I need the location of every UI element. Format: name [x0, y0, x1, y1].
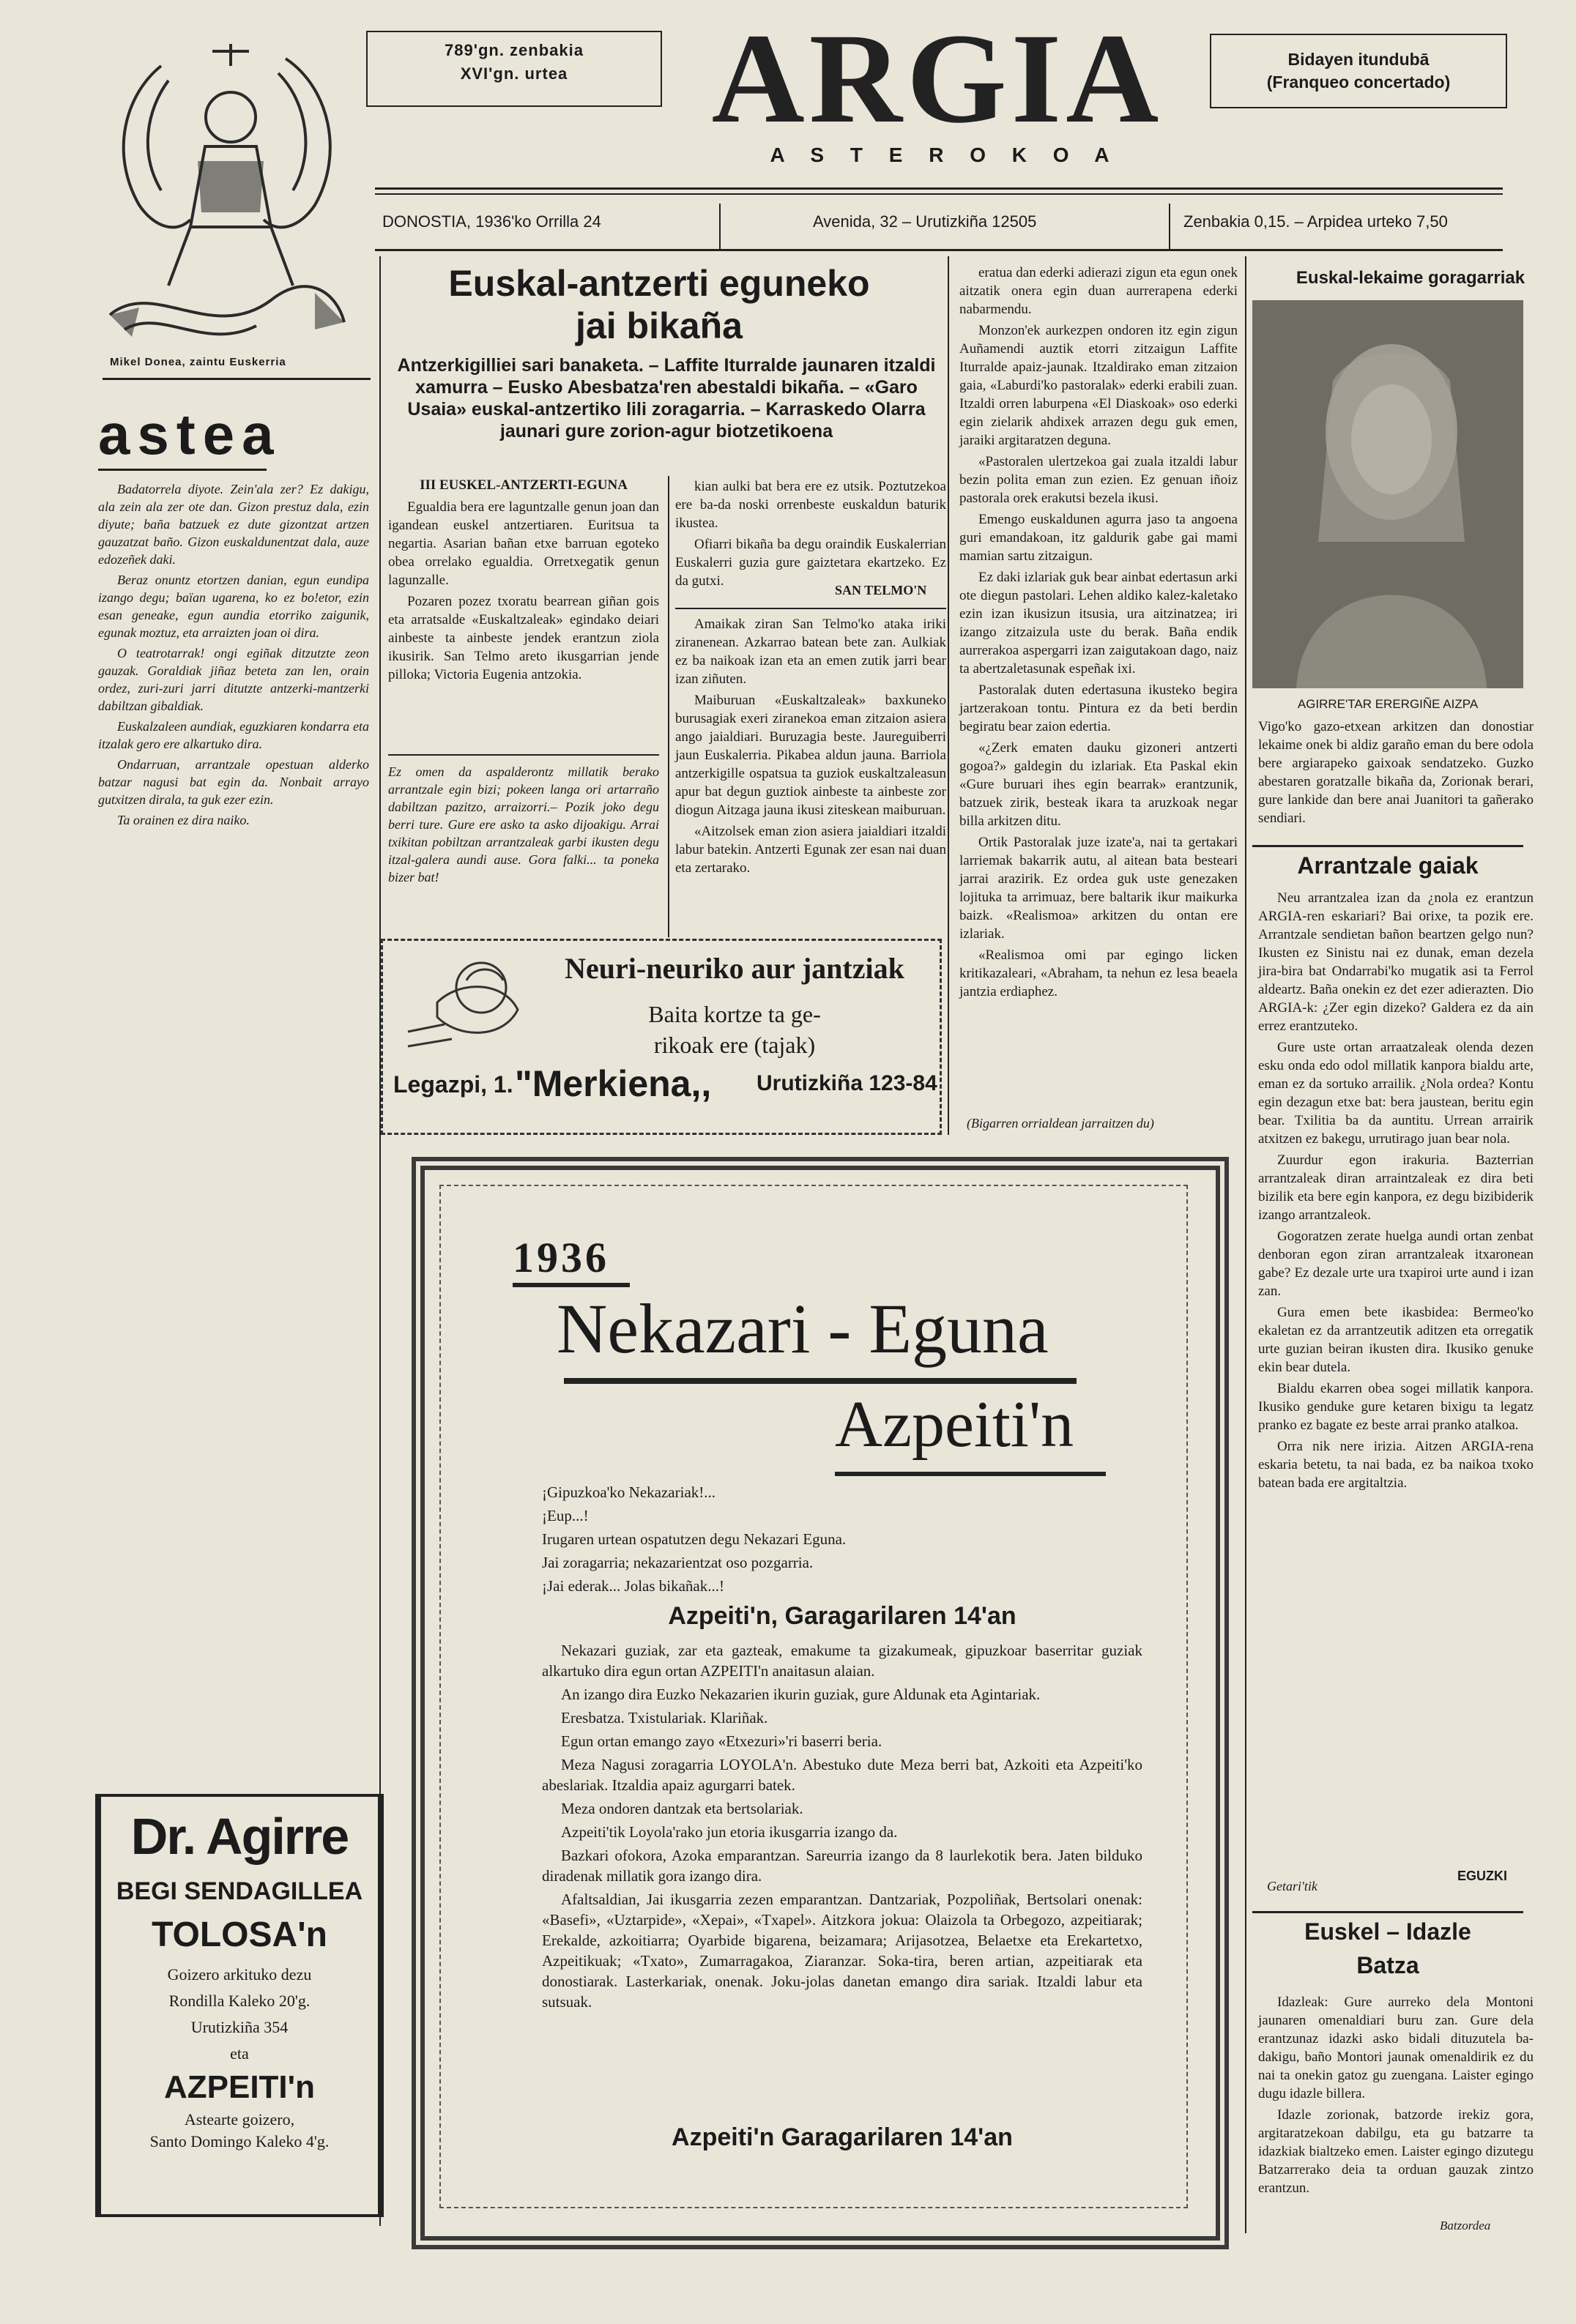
ad-clothes-phone: Urutizkiña 123-84 [757, 1071, 937, 1095]
nun-photo-text: Vigo'ko gazo-etxean arkitzen dan donostiar lekaime onek bi aldiz garaño eman du bere odola bere argiarapeko gaixoak sendatzeko. Guzko abestaren goratzalle bikaña da, Zorionak berari, gure lankide dan bere anai Juanitori ta gañerako sendiari. [1258, 719, 1534, 826]
nekazari-body-paragraph: Azpeiti'tik Loyola'rako jun etoria ikusgarria izango da. [561, 1823, 898, 1841]
idazle-paragraph: Idazleak: Gure aurreko dela Montoni jaunaren omenaldiari buru zan. Gure dela erantzunaz idazki asko bidali dituzutela ba-dakigu, baño Montori jaunak omenaldirik ez du nai ta onekin gatoz gu zuengana. Laister egingo dugu idazle billera. [1258, 1995, 1534, 2101]
center-headline-1: Euskal-antzerti eguneko [448, 263, 870, 304]
idazle-paragraph: Idazle zorionak, batzorde irekiz gora, argitaratzekoan dabilgu, eta gu batzarre ta idazkiak bialtzeko emen. Laister egingo dizutegu Batzarrerako deia ta orduan gauzak zintzo erantzun. [1258, 2107, 1534, 2196]
center-col2 [675, 477, 946, 589]
masthead-rule-top [375, 187, 1503, 190]
doctor-hours: Goizero arkituko dezu [167, 1965, 312, 1984]
nun-photo [1252, 300, 1523, 688]
saint-michael-logo [95, 37, 359, 351]
nekazari-date-heading: Azpeiti'n, Garagarilaren 14'an [668, 1602, 1016, 1630]
nekazari-intro-line: ¡Eup...! [542, 1507, 589, 1524]
astea-paragraph: Ta orainen ez dira naiko. [117, 813, 250, 827]
right-col-rule [1245, 256, 1246, 2233]
center-col1-paragraph: Egualdia bera ere laguntzalle genun joan dan igandean euskel antzertiaren. Euritsua ta negartia. Asarian bañan etxe barruan egoteko obea orrelako egualdia. Orretxegatik genun lagunzalle. [388, 499, 659, 588]
arrantzale-top-rule [1252, 845, 1523, 847]
nekazari-title: Nekazari - Eguna [557, 1289, 1049, 1368]
doctor-profession: BEGI SENDAGILLEA [116, 1877, 363, 1905]
left-col-rule [379, 256, 381, 2226]
nekazari-place-rule [835, 1472, 1106, 1476]
address-line: Avenida, 32 – Urutizkiña 12505 [813, 212, 1037, 231]
col3-paragraph: «Realismoa omi par egingo licken kritikazaleari, «Abraham, ta nehun ez lesa beaela jantzia erdiaphez. [959, 947, 1238, 999]
col3-paragraph: Emengo euskaldunen agurra jaso ta angoena guri emandakoan, itz galdurik gabe gai mami mamian sartu zitzaigun. [959, 512, 1238, 564]
col3-paragraph: Pastoralak duten edertasuna ikusteko begira jartzerakoan tontu. Pintura ez da beti berdin begiratu bear zaion edertia. [959, 682, 1238, 734]
center-col-sep [668, 476, 669, 937]
issue-number: 789'gn. zenbakia [445, 41, 584, 59]
ad-clothes-address: Legazpi, 1. [393, 1071, 513, 1098]
center-col2-paragraph: kian aulki bat bera ere ez utsik. Poztutzekoa ere ba-da noski orrenbeste euskaldun baturik ikustea. [675, 479, 946, 531]
arrantzale-paragraph: Gogoratzen zerate huelga aundi ortan zenbat denboran egon ziran arrantzaleak itxaronean gabe? Ez dezale urte ura txapiroi urte aund i izan zan. [1258, 1229, 1534, 1299]
nekazari-intro [542, 1482, 1142, 1599]
nekazari-body-paragraph: An izango dira Euzko Nekazarien ikurin guziak, gure Aldunak eta Agintariak. [561, 1686, 1041, 1703]
arrantzale-sign-name: EGUZKI [1457, 1869, 1508, 1883]
doctor-and: eta [230, 2044, 249, 2063]
ad-clothes-shopname: "Merkiena,, [515, 1063, 712, 1104]
arrantzale-paragraph: Neu arrantzalea izan da ¿nola ez erantzun ARGIA-ren eskariari? Bai orixe, ta pozik ere. Arrantzale sendietan bañon beartzen gelgo nun? Ikusten ez Sinistu nai ez dunak, eman dezela jira-bira bat Ondarrabi'ko mugatik asi ta Ferrol aldeartz. Baña onekin ez det ezer adierazten. Dio ARGIA-k: ¿Zer egin dizeko? Galdera ez da ain errez erantzuteko. [1258, 890, 1534, 1034]
newspaper-title: ARGIA [711, 7, 1164, 150]
nekazari-body-paragraph: Eresbatza. Txistulariak. Klariñak. [561, 1709, 768, 1727]
children-clothes-ad [381, 939, 942, 1135]
center-subhead: Antzerkigilliei sari banaketa. – Laffite Iturralde jaunaren itzaldi xamurra – Eusko Abesbatza'ren abestaldi bikaña. – «Garo Usaia» euskal-antzertiko lili zoragarria. – Karraskedo Olarra jaunari gure zorion-agur biotzetikoena [397, 355, 936, 442]
center-col1-paragraph: Pozaren pozez txoratu bearrean giñan gois eta arratsalde «Euskaltzaleak» egindako deiari ainbeste ta ainbeste jendek erantzun ziola ikusirik. San Telmo areto ikusgarrian jende pilloka; Victoria Eugenia antzokia. [388, 594, 659, 682]
nekazari-body [542, 1640, 1142, 2145]
col3-paragraph: «¿Zerk ematen dauku gizoneri antzerti gogoa?» galdegin du izlariak. Eta Paskal ekin «Gure buruari ihes egin bearrak» erantzunik, batzuek zirik, besteak ikara ta aruzkoak negar billa arkitzen ditu. [959, 740, 1238, 829]
center-col1-rule [388, 754, 659, 756]
col3-paragraph: eratua dan ederki adierazi zigun eta egun onek aitzatik onera egin duan aurrerapena ederki nabarmendu. [959, 265, 1238, 317]
ad-clothes-line2: Baita kortze ta ge- [648, 1001, 821, 1027]
postage-line-2: (Franqueo concertado) [1266, 72, 1451, 92]
doctor-address-tolosa: Rondilla Kaleko 20'g. [168, 1992, 311, 2010]
dateline-rule-bottom [375, 249, 1503, 251]
astea-paragraph: O teatrotarrak! ongi egiñak ditzutzte zeon gauzak. Goraldiak jiñaz beteta zan len, orain ordez, zuri-zuri jarri ditutzte antzerki-mantzerki dabiltzan gibaldiak. [98, 646, 369, 713]
astea-paragraph: Beraz onuntz etortzen danian, egun eundipa izango degu; baïan ugarena, ko ez bo!etor, ezin esan geneake, egun aundia etorriko zaigunik, egunak moztuz, eta arraizten joan oi dira. [98, 573, 369, 640]
doctor-phone: Urutizkiña 354 [190, 2018, 289, 2036]
center-headline-2: jai bikaña [576, 305, 743, 346]
center-col2-rule [675, 608, 946, 609]
logo-caption: Mikel Donea, zaintu Euskerria [110, 356, 286, 368]
dateline: DONOSTIA, 1936'ko Orrilla 24 [382, 212, 601, 231]
col3-paragraph: Ez daki izlariak guk bear ainbat edertasun arki ote diegun pastolari. Lehen aldiko kalez-kaletako ezin izan ikusizun itsusia, ura aitzinatzea; iri izango zitzaizula uste du berak. Baña endik aurrerakoa aspergarri izan zaigutakoan dago, naiz ta abertzaletasunak espeñak ixi. [959, 570, 1238, 677]
logo-rule [103, 378, 371, 380]
arrantzale-paragraph: Bialdu ekarren obea sogei millatik kanpora. Ikusiko genduke gure ketaren bixigu ta legatz pranko ez bagate ez beste arrai pranko atalkoa. [1258, 1381, 1534, 1433]
center-col2b-paragraph: «Aitzolsek eman zion asiera jaialdiari itzaldi labur batekin. Antzerti Egunak zer esan nai duan eta zertarako. [675, 824, 946, 876]
center-italic-note: Ez omen da aspalderontz millatik berako arrantzale egin bizi; pokeen langa ori artarraño dabiltzan pazitzo, arraizorri.– Pozik joko degu berri ture. Gure ere asko ta asko dijoakigu. Arrai txikitan pobiltzan arrantzaleak garbi ikusten degu itzal-galera aundi ause. Gora falki... ta poneka bizer bat! [388, 764, 659, 884]
astea-paragraph: Badatorrela diyote. Zein'ala zer? Ez dakigu, ala zein ala zer ote dan. Gizon prestuz dala, ezin diyute; baña batzuek ez dute gizontzat artzen gauzatzat baño. Gizon euskaldunentzat dala, auze edozeñek daki. [98, 482, 369, 567]
dateline-sep-2 [1169, 204, 1170, 249]
child-drawing [393, 951, 540, 1061]
col3-body [959, 264, 1238, 1117]
astea-body [98, 480, 369, 1776]
nekazari-body-paragraph: Meza ondoren dantzak eta bertsolariak. [561, 1800, 803, 1817]
col3-paragraph: Ortik Pastoralak juze izate'a, nai ta gertakari larriemak bakarrik autu, al aitean bata besteari jarrai arazirik. Ez ordea guk uste genezaken lojituka ta arrimuaz, bere baltarik ikur maikurka baizk. «Realismoa» arkitzen du ontan ere izlariak. [959, 835, 1238, 942]
astea-title [98, 401, 376, 467]
col3-paragraph: Monzon'ek aurkezpen ondoren itz egin zigun Auñamendi auztik etorri zitzaigun Laffite Iturralde apaiz-jaunak. Itzaldirako eman zitzaion gaia, «Laburdi'ko pastoralak» ederki erabili zuan. Itzaldi orren laburpena «El Diaskoak» oso ederki egin zielarik ahdixek arrazen degu guk emen, jaraiki argitaratzen deguna. [959, 323, 1238, 448]
center-col1 [388, 498, 659, 747]
doctor-day: Astearte goizero, [184, 2110, 295, 2129]
nekazari-intro-line: ¡Gipuzkoa'ko Nekazariak!... [542, 1483, 716, 1501]
astea-title-rule [98, 469, 267, 471]
volume-year: XVI'gn. urtea [460, 64, 568, 83]
nekazari-place: Azpeiti'n [835, 1388, 1074, 1461]
center-section-label: III EUSKEL-ANTZERTI-EGUNA [420, 477, 628, 493]
nun-photo-heading: Euskal-lekaime goragarriak [1296, 268, 1525, 288]
center-col2b [675, 615, 946, 937]
nekazari-body-paragraph: Bazkari ofokora, Azoka emparantzan. Sareurria izango da 8 laurlekotik bera. Jaten bilduko diradenak millatik gora izango dira. [542, 1847, 1142, 1885]
arrantzale-paragraph: Orra nik nere irizia. Aitzen ARGIA-rena eskaria betetu, ta nai bada, ez ba naikoa txoko batean bada ere argitaltzia. [1258, 1439, 1534, 1491]
arrantzale-paragraph: Gure uste ortan arraatzaleak olenda dezen esku onda edo odol millatik kanpora bialdu arte, eman ez da sortuko arrailik. ¿Nola ordea? Kontu egin dezagun etxe bat: bera jaustean, beritu egin bear. Txilitia ba da auntitu. Urrean arrairik atxitzen ez bakegu, urrutirago juan bear nola. [1258, 1040, 1534, 1147]
idazle-heading-2: Batza [1356, 1952, 1419, 1978]
arrantzale-paragraph: Zuurdur egon irakuria. Bazterrian arrantzaleak diran arraintzaleak ez dira beti bizilik eta bere egin kanpora, ez degu bizibiderik izango arrantzaleok. [1258, 1152, 1534, 1223]
center-col2b-paragraph: Maiburuan «Euskaltzaleak» baxkuneko burusagiak exeri ziranekoa eman zitzaion asiera ango jaialdiari. Buruzagia beste. Jaureguiberri jaun Euskalerria. Pikabea aldun jauna. Barriola antzerkigille ospatsua ta guziok euskaltzaleasun apur bat degun guztiok ainbeste ta ainbeste zor diogun Aitzaga jauna ikusi ziteskean maiburuan. [675, 693, 946, 818]
price-line: Zenbakia 0,15. – Arpidea urteko 7,50 [1183, 212, 1448, 231]
postage-box [1210, 34, 1507, 108]
astea-paragraph: Euskalzaleen aundiak, eguzkiaren kondarra eta itzalak gero ere alkartuko dira. [98, 719, 369, 751]
issue-number-box [366, 31, 662, 107]
arrantzale-paragraph: Gura emen bete ikasbidea: Bermeo'ko ekaletan ez da arrantzeutik aditzen eta orregatik urte guzian beiran ikusten dira. Ikusiko genuke ekin bear dutela. [1258, 1305, 1534, 1375]
astea-paragraph: Ondarruan, arrantzale opestuan alderko batzar nagusi bat egin da. Nonbait arrayo gutxitzen dirala, ta guk ezer ezin. [98, 757, 369, 807]
nekazari-body-paragraph: Nekazari guziak, zar eta gazteak, emakume ta gizakumeak, gipuzkoar baserritar guziak alkartuko dira egun ortan AZPEITI'n anaitasun alaian. [542, 1642, 1142, 1680]
child-illustration [393, 951, 540, 1061]
col3-left-rule [948, 256, 949, 1135]
nekazari-title-rule [564, 1378, 1077, 1384]
nekazari-intro-line: Jai zoragarria; nekazarientzat oso pozgarria. [542, 1554, 814, 1571]
nekazari-year: 1936 [513, 1234, 609, 1281]
doctor-address-azpeitia: Santo Domingo Kaleko 4'g. [149, 2132, 330, 2150]
nekazari-body-paragraph: Meza Nagusi zoragarria LOYOLA'n. Abestuko dute Meza berri bat, Azkoiti eta Azpeiti'ko abeslariak. Itzaldia apaiz agurgarri batek. [542, 1756, 1142, 1794]
idazle-top-rule [1252, 1911, 1523, 1913]
ad-clothes-line3: rikoak ere (tajak) [653, 1032, 816, 1058]
saint-michael-illustration [95, 37, 359, 351]
nun-photo-caption: AGIRRE'TAR ERERGIÑE AIZPA [1297, 697, 1479, 711]
idazle-heading-1: Euskel – Idazle [1304, 1918, 1471, 1945]
col3-continued-note: (Bigarren orrialdean jarraitzen du) [967, 1116, 1154, 1131]
ad-clothes-title: Neuri-neuriko aur jantziak [565, 952, 904, 985]
arrantzale-heading: Arrantzale gaiak [1297, 852, 1479, 879]
arrantzale-sign-place: Getari'tik [1267, 1879, 1317, 1893]
doctor-agirre-ad [95, 1794, 384, 2217]
nekazari-year-rule [513, 1283, 630, 1287]
astea-heading: astea [98, 402, 281, 466]
doctor-name: Dr. Agirre [130, 1808, 349, 1865]
center-col2-paragraph: Ofiarri bikaña ba degu oraindik Euskalerrian Euskalerri guzia gure gaiztetara ekartzeko. Ez da gutxi. [675, 537, 946, 589]
nun-portrait [1252, 300, 1523, 688]
center-col2b-paragraph: Amaikak ziran San Telmo'ko ataka iriki ziranenean. Azkarrao batean bete zan. Aulkiak ez ba naikoak izan eta an emen zutik jarri bear izan ziñuten. [675, 617, 946, 687]
nekazari-body-paragraph: Afaltsaldian, Jai ikusgarria zezen emparantzan. Dantzariak, Pozpoliñak, Bertsolari onenak: «Basefi», «Uztarpide», «Xepai», «Txapel». Aitzkora jokua: Olaizola ta Orbegozo, azpeitiarak; Erekalde, azkoitiarra; Oyarbide bigarena, beizamara; Arijasotzea, Belaetxe eta Erekartetxo, Azpeitikuak; «Txato», Zumarragakoa, Ziaranzar. Soka-tira, beren artian, azpeitiarak eta donostiarak. Lasterkariak, onenak. Joku-jolas danetan emango dira sariak. Itzaldi labur eta sutsuak. [542, 1891, 1142, 2011]
dateline-sep-1 [719, 204, 721, 249]
arrantzale-body [1258, 889, 1534, 1848]
doctor-city-tolosa: TOLOSA'n [152, 1915, 327, 1954]
col3-paragraph: «Pastoralen ulertzekoa gai zuala itzaldi labur bezin polita eman zun ezien. Ez genuan iñoiz pastorala orek erakutsi bezela ikusi. [959, 454, 1238, 506]
nekazari-body-paragraph: Egun ortan emango zayo «Etxezuri»'ri baserri beria. [561, 1732, 882, 1750]
doctor-city-azpeitia: AZPEITI'n [163, 2069, 315, 2105]
nekazari-intro-line: ¡Jai ederak... Jolas bikañak...! [542, 1577, 724, 1595]
masthead-rule-top-2 [375, 193, 1503, 195]
postage-line-1: Bidayen itundubā [1287, 50, 1430, 69]
nekazari-intro-line: Irugaren urtean ospatutzen degu Nekazari Eguna. [542, 1530, 847, 1548]
center-col2-signature: SAN TELMO'N [835, 583, 927, 597]
idazle-signature: Batzordea [1440, 2219, 1491, 2232]
nekazari-footer: Azpeiti'n Garagarilaren 14'an [672, 2123, 1013, 2151]
newspaper-subtitle: A S T E R O K O A [770, 144, 1120, 166]
idazle-body [1258, 1993, 1534, 2213]
